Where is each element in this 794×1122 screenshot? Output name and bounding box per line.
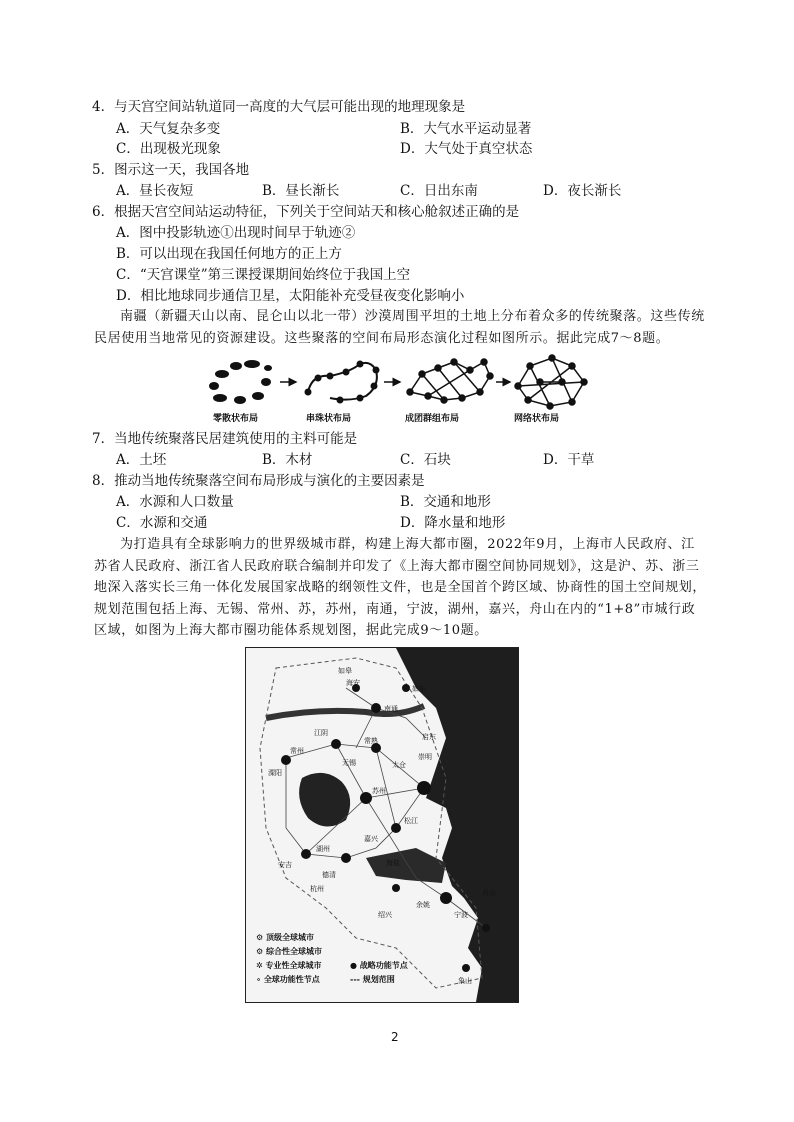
- legend-functional-node: [256, 974, 320, 985]
- q6-option-c: C．“天宫课堂”第三课授课期间始终位于我国上空: [116, 267, 411, 283]
- city-deqing: 德清: [322, 871, 336, 879]
- cluster-layout-sketch: [407, 359, 493, 403]
- city-qidong: 启东: [422, 733, 436, 741]
- legend-strategic-node: [350, 960, 408, 971]
- legend-comprehensive-label: 综合性全球城市: [265, 947, 322, 956]
- q7-stem: 7．当地传统聚落民居建筑使用的主料可能是: [92, 431, 358, 447]
- city-jiangyin: 江阴: [314, 729, 328, 737]
- network-layout-sketch: [515, 355, 587, 409]
- city-nantong: 南通: [384, 705, 398, 713]
- city-xiangshan: 象山: [458, 977, 472, 985]
- city-hangzhou: 杭州: [310, 885, 324, 893]
- passage-settlements: 南疆（新疆天山以南、昆仑山以北一带）沙漠周围平坦的土地上分布着众多的传统聚落。这些传统民居使用当地常见的资源建设。这些聚落的空间布局形态演化过程如图所示。据此完成7～8题。: [94, 309, 705, 346]
- city-chongming: 崇明: [418, 753, 432, 761]
- q7-option-d: D．干草: [543, 452, 595, 468]
- passage-shanghai: 为打造具有全球影响力的世界级城市群，构建上海大都市圈，2022年9月，上海市人民政府、江苏省人民政府、浙江省人民政府联合编制并印发了《上海大都市圈空间协同规划》，这是沪、苏、浙三地深入落实长三角一体化发展国家战略的纲领性文件，也是全国首个跨区域、协商性的国土空间规划，规划范围包括上海、无锡、常州、苏，苏州，南通，宁波，湖州，嘉兴，舟山在内的“1+8”市城行政区域，如图为上海大都市圈功能体系规划图，据此完成9～10题。: [94, 537, 707, 638]
- q5-option-d: D．夜长渐长: [543, 183, 622, 199]
- q4-option-b: B．大气水平运动显著: [400, 121, 532, 137]
- q8-option-a: A．水源和人口数量: [116, 494, 234, 510]
- shanghai-metropolitan-map: [245, 647, 519, 1003]
- q5-stem: 5．图示这一天，我国各地: [92, 162, 250, 178]
- scattered-layout-sketch: [209, 360, 272, 404]
- q5-option-c: C．日出东南: [400, 183, 478, 199]
- legend-planning-scope: [350, 974, 395, 985]
- q6-option-d: D．相比地球同步通信卫星，太阳能补充受昼夜变化影响小: [116, 288, 465, 304]
- q6-option-b: B．可以出现在我国任何地方的正上方: [116, 246, 342, 262]
- label-scattered: 零散状布局: [213, 414, 259, 424]
- city-rugao: 如皋: [338, 667, 352, 675]
- q6-option-a: A．图中投影轨迹①出现时间早于轨迹②: [116, 225, 356, 241]
- city-suzhou: 苏州: [372, 787, 386, 795]
- city-taicang: 太仓: [392, 761, 406, 769]
- legend-comprehensive-global: [256, 946, 322, 957]
- q8-option-c: C．水源和交通: [116, 515, 208, 531]
- label-cluster: 成团群组布局: [405, 414, 460, 424]
- q7-option-a: A．土坯: [116, 452, 167, 468]
- city-songjiang: 松江: [404, 817, 418, 825]
- city-changzhou: 常州: [290, 747, 304, 755]
- city-haian: 海安: [346, 679, 360, 687]
- legend-strategic-label: 战略功能节点: [359, 961, 408, 970]
- city-haiyan: 海盐: [386, 859, 400, 867]
- page-number: 2: [391, 1030, 399, 1044]
- legend-planning-label: 规划范围: [362, 975, 395, 984]
- city-rudong: 如东: [412, 685, 426, 693]
- legend-specialized-label: 专业性全球城市: [265, 961, 322, 970]
- q8-stem: 8．推动当地传统聚落空间布局形成与演化的主要因素是: [92, 473, 425, 489]
- legend-dash-icon: ---: [350, 975, 360, 984]
- legend-gear-icon: ⚙: [256, 933, 264, 942]
- q4-stem: 4．与天宫空间站轨道同一高度的大气层可能出现的地理现象是: [92, 99, 466, 115]
- city-ningbo: 宁波: [454, 911, 468, 919]
- legend-top-global: [256, 932, 314, 943]
- legend-small-dot-icon: ∘: [256, 975, 262, 984]
- legend-small-gear-icon: ✲: [256, 961, 263, 970]
- q5-option-b: B．昼长渐长: [262, 183, 340, 199]
- legend-specialized-global: [256, 960, 322, 971]
- city-shaoxing: 绍兴: [378, 911, 392, 919]
- legend-gear-icon: ⚙: [256, 947, 264, 956]
- q4-option-a: A．天气复杂多变: [116, 121, 221, 137]
- city-jiaxing: 嘉兴: [364, 835, 378, 843]
- q4-option-c: C．出现极光现象: [116, 141, 221, 157]
- city-zhoushan: 舟山: [482, 889, 496, 897]
- city-wuxi: 无锡: [342, 759, 356, 767]
- city-yuyao: 余姚: [416, 901, 430, 909]
- city-huzhou: 湖州: [316, 845, 330, 853]
- settlement-evolution-figure: [200, 352, 600, 410]
- q4-option-d: D．大气处于真空状态: [400, 141, 533, 157]
- legend-functional-label: 全球功能性节点: [263, 975, 320, 984]
- bead-layout-sketch: [305, 361, 379, 403]
- q8-option-b: B．交通和地形: [400, 494, 491, 510]
- q7-option-b: B．木材: [262, 452, 313, 468]
- city-changshu: 常熟: [364, 737, 378, 745]
- label-network: 网络状布局: [514, 414, 560, 424]
- city-liyang: 溧阳: [268, 769, 282, 777]
- q8-option-d: D．降水量和地形: [400, 515, 506, 531]
- legend-top-global-label: 顶级全球城市: [265, 933, 314, 942]
- label-bead: 串珠状布局: [306, 414, 352, 424]
- city-anji: 安吉: [278, 861, 292, 869]
- legend-dot-icon: ●: [350, 961, 357, 970]
- q6-stem: 6．根据天宫空间站运动特征，下列关于空间站天和核心舱叙述正确的是: [92, 204, 520, 220]
- q5-option-a: A．昼长夜短: [116, 183, 194, 199]
- q7-option-c: C．石块: [400, 452, 451, 468]
